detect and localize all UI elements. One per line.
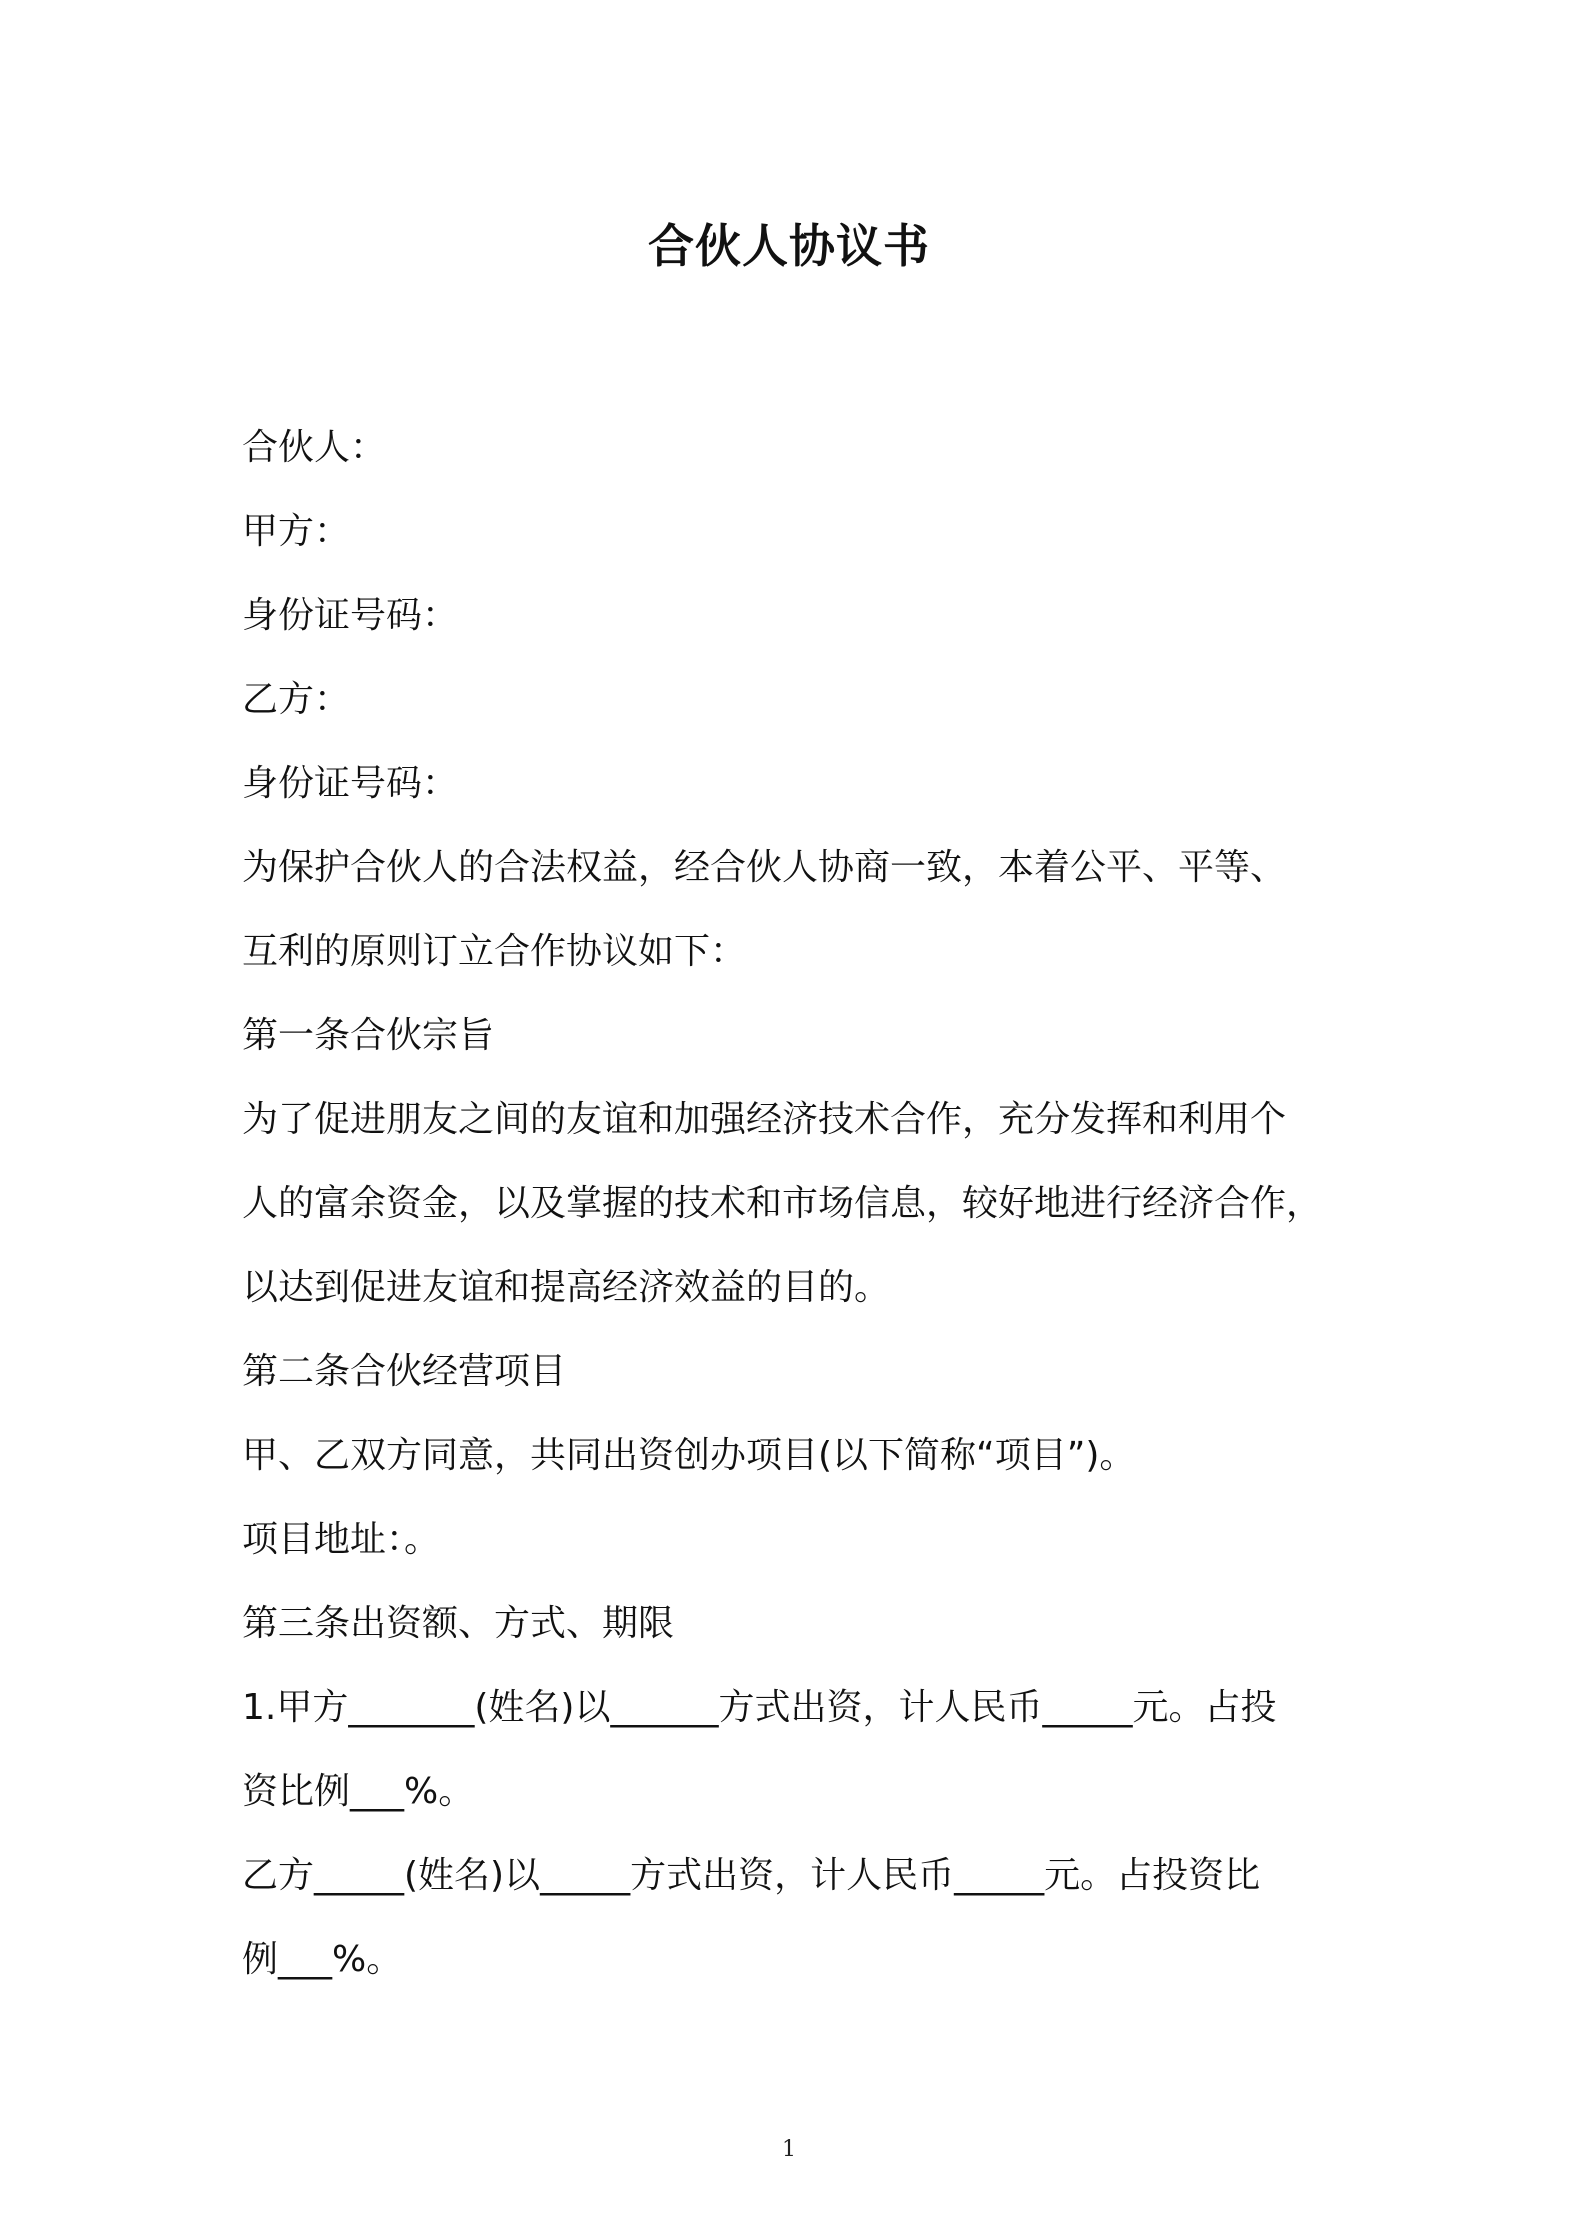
text-line-party-a: 甲方： [242,511,351,552]
article-2-text-1: 甲、乙双方同意，共同出资创办项目(以下简称“项目”)。 [242,1435,1136,1476]
article-3-heading: 第三条出资额、方式、期限 [242,1603,675,1644]
text-line-party-a-id: 身份证号码： [242,595,459,636]
page-number: 1 [782,2137,796,2162]
text-line-preamble-1: 为保护合伙人的合法权益，经合伙人协商一致，本着公平、平等、 [242,847,1287,888]
article-3-party-a-1: 1.甲方_______(姓名)以______方式出资，计人民币_____元。占投 [242,1687,1277,1728]
article-2-heading: 第二条合伙经营项目 [242,1351,567,1392]
document-title: 合伙人协议书 [648,219,930,273]
text-line-party-b-id: 身份证号码： [242,763,459,804]
article-2-address: 项目地址：。 [242,1519,441,1560]
document-body [242,406,1352,2002]
text-line-partners: 合伙人： [242,427,387,468]
article-1-text-3: 以达到促进友谊和提高经济效益的目的。 [242,1267,891,1308]
article-3-party-b-2: 例___%。 [242,1939,403,1980]
text-line-preamble-2: 互利的原则订立合作协议如下： [242,931,747,972]
article-1-heading: 第一条合伙宗旨 [242,1015,495,1056]
article-3-party-b-1: 乙方_____(姓名)以_____方式出资，计人民币_____元。占投资比 [242,1855,1261,1896]
article-3-party-a-2: 资比例___%。 [242,1771,475,1812]
article-1-text-2: 人的富余资金，以及掌握的技术和市场信息，较好地进行经济合作， [242,1183,1323,1224]
article-1-text-1: 为了促进朋友之间的友谊和加强经济技术合作，充分发挥和利用个 [242,1099,1287,1140]
text-line-party-b: 乙方： [242,679,351,720]
